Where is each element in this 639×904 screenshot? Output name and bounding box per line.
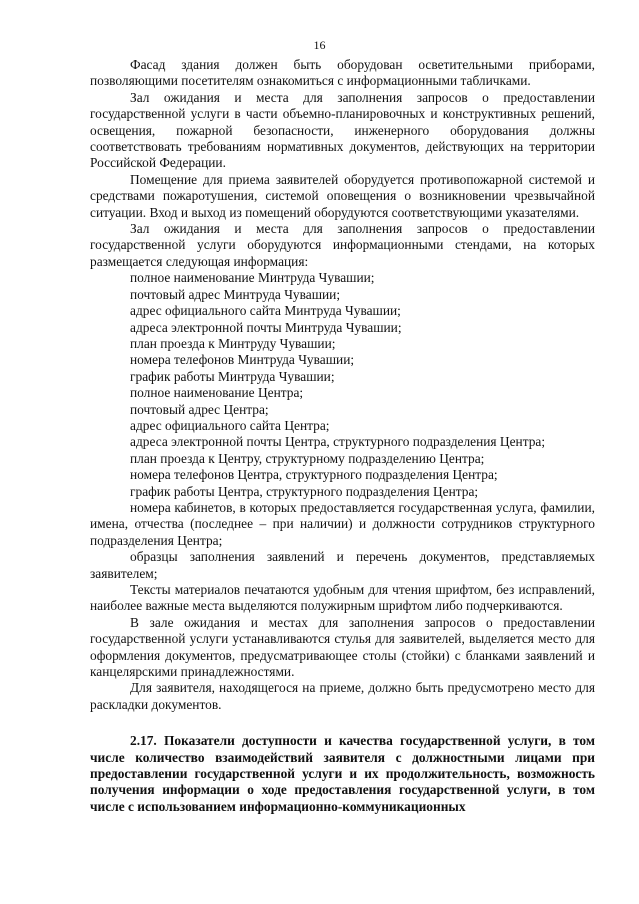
list-item: номера телефонов Центра, структурного подразделения Центра; (130, 467, 498, 483)
list-item: адреса электронной почты Минтруда Чувашии; (130, 319, 402, 335)
paragraph-form-samples: образцы заполнения заявлений и перечень документов, представляемых заявителем; (90, 549, 595, 581)
paragraph-document-space: Для заявителя, находящегося на приеме, должно быть предусмотрено место для раскладки документов. (90, 680, 595, 712)
list-item: план проезда к Центру, структурному подразделению Центра; (130, 450, 485, 466)
list-item: полное наименование Центра; (130, 385, 304, 401)
section-heading: 2.17. Показатели доступности и качества государственной услуги, в том числе количество взаимодействий заявителя с должностными лицами при предоставлении государственной услуги и их продолжительность, возможность получения информации о ходе предоставления государственной услуги, в том числе с использованием информационно-коммуникационных (90, 733, 595, 814)
list-item: почтовый адрес Минтруда Чувашии; (130, 286, 341, 302)
list-item: номера телефонов Минтруда Чувашии; (130, 352, 355, 368)
paragraph-waiting-hall: Зал ожидания и места для заполнения запросов о предоставлении государственной услуги в части объемно-планировочных и конструктивных решений, освещения, пожарной безопасности, инженерного оборудования должны соответствовать требованиям нормативных документов, действующих на территории Российской Федерации. (90, 89, 595, 171)
paragraph-info-stands: Зал ожидания и места для заполнения запросов о предоставлении государственной услуги оборудуются информационными стендами, на которых размещается следующая информация: (90, 221, 595, 269)
paragraph-chairs-tables: В зале ожидания и местах для заполнения запросов о предоставлении государственной услуги устанавливаются стулья для заявителей, выделяется место для оформления документов, предусматривающее столы (стойки) с бланками заявлений и канцелярскими принадлежностями. (90, 614, 595, 680)
list-item: график работы Центра, структурного подразделения Центра; (130, 483, 479, 499)
list-item: план проезда к Минтруду Чувашии; (130, 335, 336, 351)
list-item: график работы Минтруда Чувашии; (130, 368, 335, 384)
list-item: адрес официального сайта Минтруда Чувашии; (130, 303, 401, 319)
paragraph-facade: Фасад здания должен быть оборудован осветительными приборами, позволяющими посетителям ознакомиться с информационными табличками. (90, 57, 595, 89)
list-item: почтовый адрес Центра; (130, 401, 269, 417)
page-body (90, 57, 595, 815)
paragraph-text-materials: Тексты материалов печатаются удобным для чтения шрифтом, без исправлений, наиболее важные места выделяются полужирным шрифтом либо подчеркиваются. (90, 582, 595, 614)
page-number: 16 (313, 38, 326, 52)
list-item: адрес официального сайта Центра; (130, 417, 330, 433)
list-item: полное наименование Минтруда Чувашии; (130, 270, 375, 286)
paragraph-fire-safety: Помещение для приема заявителей оборудуется противопожарной системой и средствами пожаротушения, системой оповещения о возникновении чрезвычайной ситуации. Вход и выход из помещений оборудуются соответствующими указателями. (90, 171, 595, 220)
list-item: адреса электронной почты Центра, структурного подразделения Центра; (130, 434, 546, 450)
paragraph-office-numbers: номера кабинетов, в которых предоставляется государственная услуга, фамилии, имена, отчества (последнее – при наличии) и должности сотрудников структурного подразделения Центра; (90, 499, 595, 548)
